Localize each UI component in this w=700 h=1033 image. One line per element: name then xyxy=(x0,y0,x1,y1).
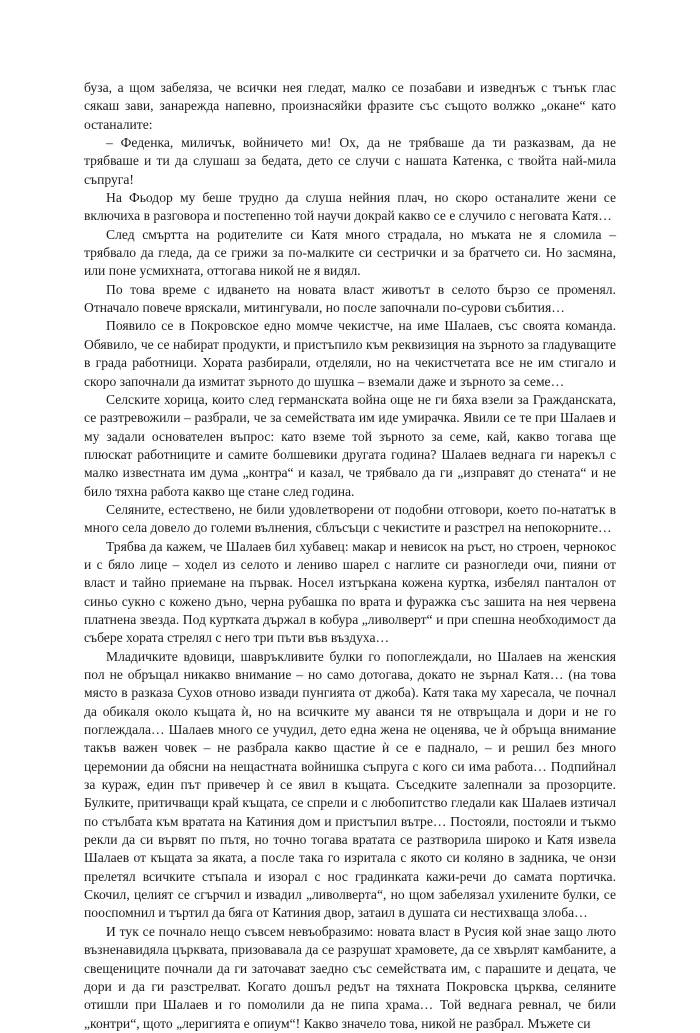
paragraph: Появило се в Покровское едно момче чекистче, на име Шалаев, със своята команда. Обявило, че се набират продукти, и пристъпило към реквизиция на зърното за гладуващите в града работници. Хората разбирали, отделяли, но на чекистчетата все не им стигало и скоро започнали да измитат зърното до шушка – вземали даже и зърното за семе… xyxy=(84,318,616,389)
paragraph: След смъртта на родителите си Катя много страдала, но мъката не я сломила – трябвало да гледа, да се грижи за по-малките си сестрички и за братчето си. Но засмяна, или поне усмихната, оттогава никой не я видял. xyxy=(84,226,616,279)
paragraph: Селските хорица, които след германската война още не ги бяха взели за Гражданската, се разтревожили – разбрали, че за семействата им иде умирачка. Явили се те при Шалаев и му задали основателен въпрос: като вземе той зърното за семе, кай, какво тогава ще плюскат работниците и самите болшевики другата година? Шалаев веднага ги нарекъл с малко известната им дума „контра“ и казал, че трябвало да ги „изправят до стената“ и не било тяхна работа какво ще стане след година. xyxy=(84,391,616,499)
paragraph: буза, а щом забеляза, че всички нея гледат, малко се позабави и изведнъж с тънък глас сякаш зави, занарежда напевно, произнасяйки фразите със същото волжко „окане“ като останалите: xyxy=(84,80,616,132)
paragraph: Селяните, естествено, не били удовлетворени от подобни отговори, което по-нататък в много села довело до големи вълнения, сблъсъци с чекистите и разстрел на непокорните… xyxy=(84,501,616,536)
paragraph: По това време с идването на новата власт животът в селото бързо се променял. Отначало повече вряскали, митингували, но после започнали по-сурови събития… xyxy=(84,281,616,316)
paragraph: И тук се почнало нещо съвсем невъобразимо: новата власт в Русия кой знае защо люто възненавидяла църквата, призовавала да се разрушат храмовете, да се хвърлят камбаните, а свещениците почнали да ги заточават заедно със семействата им, с парашите и децата, че дори и да ги разстрелват. Когато дошъл редът на тяхната Покровска църква, селяните отишли при Шалаев и го помолили да не пипа храма… Той веднага ревнал, че били „контри“, щото „леригията е опиум“! Какво значело това, никой не разбрал. Мъжете си xyxy=(84,923,616,1031)
paragraph: Младичките вдовици, шавръкливите булки го попоглеждали, но Шалаев на женския пол не обръщал никакво внимание – но само дотогава, докато не зърнал Катя… (на това място в разказа Сухов отново извади пунгията от джоба). Катя така му харесала, че почнал да обикаля около къщата ѝ, но на всичките му аванси тя не отвръщала и дори и не го поглеждала… Шалаев много се учудил, дето една жена не оценява, че ѝ обръща внимание такъв важен човек – не разбрала какво щастие ѝ се е паднало, – и решил без много церемонии да обясни на нещастната войнишка съпруга с кого си има работа… Подпийнал за кураж, един път привечер ѝ се явил в къщата. Съседките залепнали за прозорците. Булките, притичващи край къщата, се спрели и с любопитство гледали как Шалаев изтичал по стълбата към вратата на Катиния дом и пристъпил вътре… Постояли, постояли и тъкмо рекли да си вървят по пътя, но точно тогава вратата се разтворила широко и Катя извела Шалаев от къщата за яката, а после така го изритала с якото си коляно в задника, че онзи прелетял всичките стъпала и изорал с нос градинката кажи-речи до самата портичка. Скочил, целият се сгърчил и извадил „ливолверта“, но щом забелязал ухилените булки, се пооспомнил и търтил да бяга от Катиния двор, затаил в душата си нестихваща злоба… xyxy=(84,648,616,921)
paragraph: – Феденка, миличък, войничето ми! Ох, да не трябваше да ти разказвам, да не трябваше и ти да слушаш за бедата, дето се случи с нашата Катенка, с твойта най-мила съпруга! xyxy=(84,135,616,187)
paragraph: Трябва да кажем, че Шалаев бил хубавец: макар и невисок на ръст, но строен, чернокос и с бяло лице – ходел из селото и лениво шарел с наглите си разногледи очи, пияни от власт и тайно приемане на първак. Носел изтъркана кожена куртка, избелял панталон от синьо сукно с кожено дъно, черна рубашка по врата и фуражка със зашита на нея червена платнена звезда. Под куртката държал в кобура „ливолверт“ и при спешна необходимост да събере хората стрелял с него три пъти във въздуха… xyxy=(84,538,616,646)
paragraph: На Фьодор му беше трудно да слуша нейния плач, но скоро останалите жени се включиха в разговора и постепенно той научи докрай какво се е случило с неговата Катя… xyxy=(84,190,616,224)
document-body xyxy=(84,79,616,1033)
